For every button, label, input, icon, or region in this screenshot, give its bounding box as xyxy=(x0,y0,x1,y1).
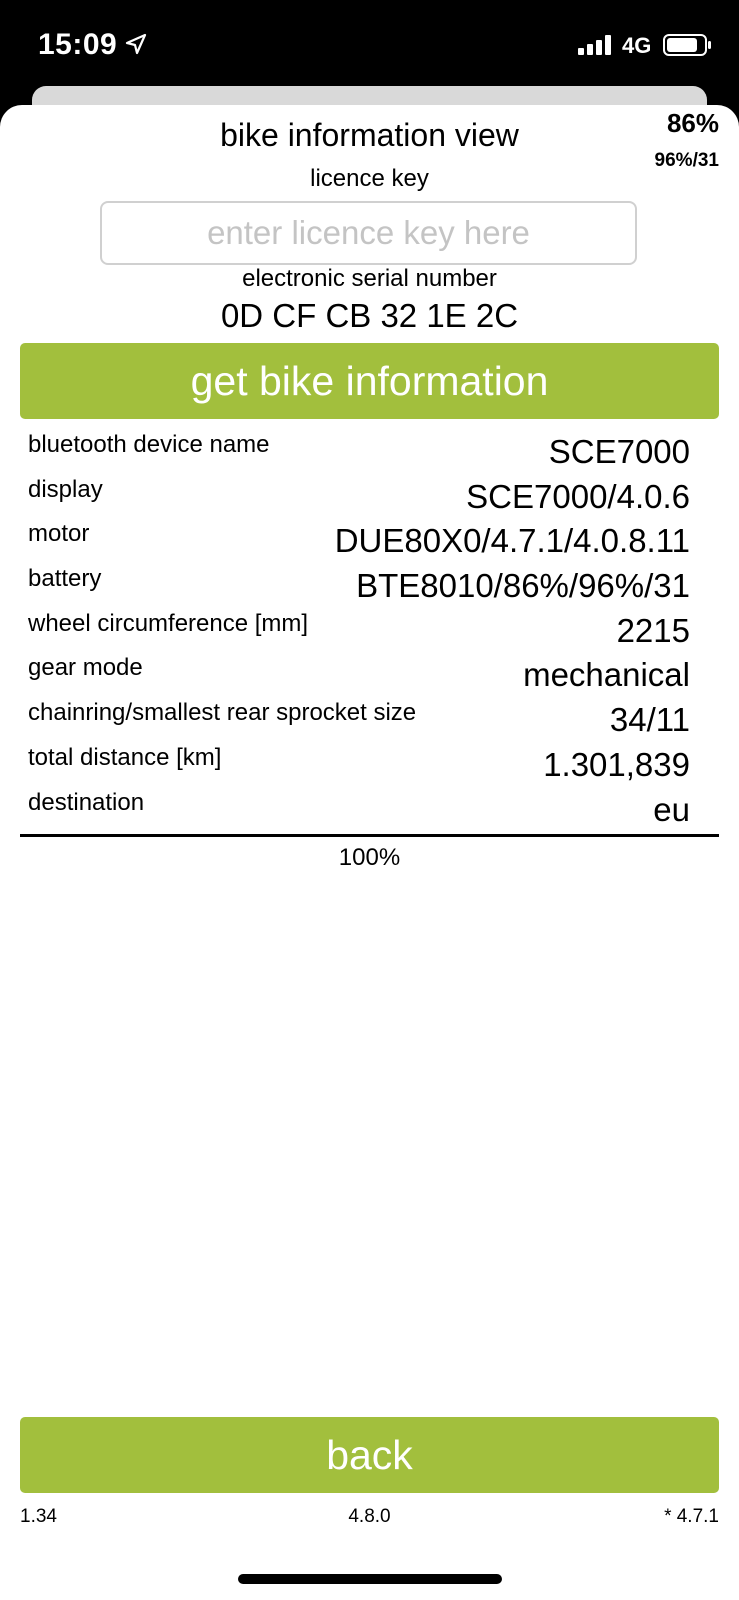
battery-icon xyxy=(663,34,713,56)
licence-key-label: licence key xyxy=(310,165,429,192)
signal-bars-icon xyxy=(578,35,612,55)
info-label: total distance [km] xyxy=(28,743,222,771)
info-value: DUE80X0/4.7.1/4.0.8.11 xyxy=(334,522,690,560)
info-value: 1.301,839 xyxy=(543,745,690,783)
home-indicator[interactable] xyxy=(238,1574,502,1584)
get-bike-information-button[interactable]: get bike information xyxy=(20,343,719,419)
info-row-wheel-circumference xyxy=(28,606,690,651)
info-row-destination xyxy=(28,785,690,830)
serial-number-value: 0D CF CB 32 1E 2C xyxy=(220,297,519,334)
info-label: chainring/smallest rear sprocket size xyxy=(28,699,417,727)
info-row-motor xyxy=(28,516,690,561)
info-row-gear-mode xyxy=(28,650,690,695)
info-label: destination xyxy=(28,788,145,816)
info-value: BTE8010/86%/96%/31 xyxy=(356,567,690,605)
motor-version: * 4.7.1 xyxy=(664,1506,719,1527)
info-label: wheel circumference [mm] xyxy=(28,609,309,637)
app-version: 1.34 xyxy=(20,1506,57,1527)
info-row-sprocket-size xyxy=(28,695,690,740)
bike-info-list xyxy=(28,427,690,829)
info-row-battery xyxy=(28,561,690,606)
progress-text: 100% xyxy=(338,844,401,871)
info-label: motor xyxy=(28,520,90,548)
location-arrow-icon xyxy=(124,32,148,56)
divider xyxy=(20,834,719,837)
info-row-display xyxy=(28,472,690,517)
firmware-version: 4.8.0 xyxy=(348,1506,391,1527)
info-value: SCE7000 xyxy=(548,433,690,470)
info-row-total-distance xyxy=(28,740,690,785)
info-label: battery xyxy=(28,565,102,593)
info-value: eu xyxy=(653,790,690,828)
page-title: bike information view xyxy=(220,117,519,153)
back-button[interactable]: back xyxy=(20,1417,719,1493)
info-value: 34/11 xyxy=(609,701,690,739)
serial-number-label: electronic serial number xyxy=(242,265,497,292)
licence-key-input[interactable] xyxy=(100,201,637,265)
info-label: gear mode xyxy=(28,654,143,682)
info-row-bluetooth-device-name xyxy=(28,427,690,472)
network-type: 4G xyxy=(622,33,652,58)
info-label: display xyxy=(28,475,103,503)
battery-percent-label: 86% xyxy=(666,108,719,138)
battery-detail-label: 96%/31 xyxy=(654,150,719,171)
status-time: 15:09 xyxy=(38,28,118,61)
info-value: 2215 xyxy=(616,611,690,649)
info-label: bluetooth device name xyxy=(28,431,270,458)
info-value: mechanical xyxy=(523,656,690,694)
status-bar xyxy=(0,0,739,95)
info-value: SCE7000/4.0.6 xyxy=(466,477,690,515)
